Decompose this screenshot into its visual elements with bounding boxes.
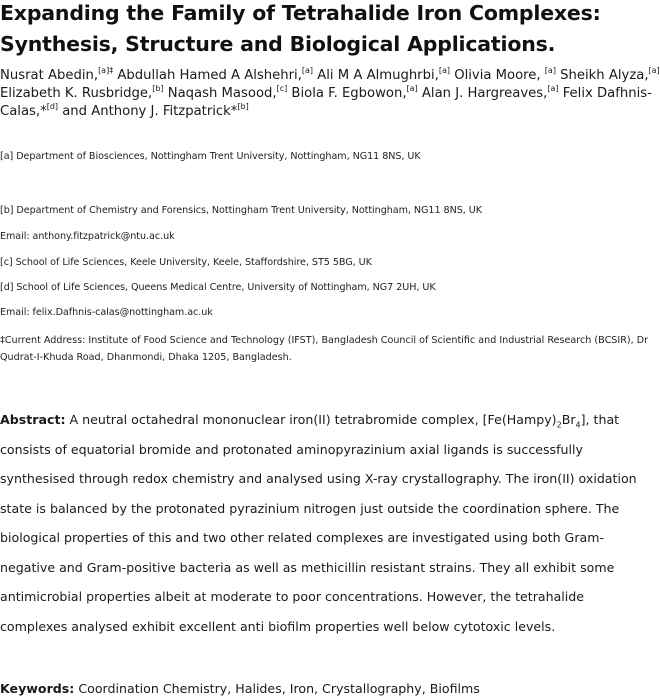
author-list (0, 65, 660, 121)
keywords-label: Keywords: (0, 681, 75, 696)
author-affiliation: [a] (438, 65, 450, 75)
affiliation-text: Department of Biosciences, Nottingham Trent University, Nottingham, NG11 8NS, UK (13, 151, 421, 162)
title-line-2: Synthesis, Structure and Biological Applications. (0, 32, 556, 56)
author-name: Nusrat Abedin, (0, 68, 99, 83)
keywords-text: Coordination Chemistry, Halides, Iron, Crystallography, Biofilms (74, 681, 480, 696)
affiliation-text: School of Life Sciences, Queens Medical Centre, University of Nottingham, NG7 2UH, UK (13, 282, 436, 293)
author-affiliation: [a] (648, 65, 660, 75)
author-affiliation: [b] (152, 83, 164, 93)
author-name: Alan J. Hargreaves, (417, 86, 548, 101)
author-affiliation: [d] (46, 101, 59, 111)
author-line-3 (0, 103, 636, 121)
title-line-1: Expanding the Family of Tetrahalide Iron Complexes: (0, 1, 601, 25)
abstract-label: Abstract: (0, 412, 66, 427)
author-name: Olivia Moore, (450, 68, 545, 83)
abstract-text: ], that (580, 412, 620, 427)
current-address (0, 332, 649, 366)
author-affiliation: [a]‡ (98, 65, 114, 75)
affiliation-marker: [b] (0, 205, 14, 216)
abstract-line-8: complexes analysed exhibit excellent anti biofilm properties well below cytotoxic levels. (0, 618, 556, 634)
email-dafhnis-calas: Email: felix.Dafhnis-calas@nottingham.ac.uk (0, 307, 213, 318)
abstract-text: A neutral octahedral mononuclear iron(II) tetrabromide complex, [Fe(Hampy) (65, 412, 557, 427)
affiliation-marker: [c] (0, 257, 13, 268)
affiliation-marker: [d] (0, 282, 14, 293)
author-line-1 (0, 65, 660, 85)
abstract-line-3: synthesised through redox chemistry and analysed using X-ray crystallography. The iron(II) oxidation (0, 471, 637, 486)
affiliation-c (0, 256, 372, 269)
abstract-line-1 (0, 405, 638, 435)
author-name: and Anthony J. Fitzpatrick* (58, 104, 238, 119)
affiliation-text: School of Life Sciences, Keele University, Keele, Staffordshire, ST5 5BG, UK (12, 257, 372, 268)
abstract-line-2: consists of equatorial bromide and protonated aminopyrazinium axial ligands is successfully (0, 441, 583, 457)
abstract-text: Br (561, 412, 576, 427)
author-name: Felix Dafhnis- (558, 86, 652, 101)
author-name: Elizabeth K. Rusbridge, (0, 86, 153, 101)
author-affiliation: [a] (301, 65, 314, 75)
author-affiliation: [c] (276, 83, 288, 93)
abstract-line-7: antimicrobial properties albeit at moderate to poor concentrations. However, the tetrahalide (0, 589, 585, 604)
affiliation-text: Department of Chemistry and Forensics, Nottingham Trent University, Nottingham, NG11 8NS, UK (13, 205, 482, 216)
abstract (0, 405, 638, 641)
current-address-line-1: ‡Current Address: Institute of Food Science and Technology (IFST), Bangladesh Council of Scientific and Industrial Research (BCSIR), Dr (0, 335, 649, 346)
affiliation-a (0, 150, 421, 163)
abstract-line-5: biological properties of this and two other related complexes are investigated using both Gram- (0, 530, 605, 545)
affiliation-marker: [a] (0, 151, 14, 162)
author-affiliation: [a] (544, 65, 556, 75)
email-fitzpatrick: Email: anthony.fitzpatrick@ntu.ac.uk (0, 231, 175, 242)
affiliation-d (0, 281, 436, 294)
author-name: Ali M A Almughrbi, (313, 68, 439, 83)
author-affiliation: [b] (237, 101, 249, 111)
author-name: Abdullah Hamed A Alshehri, (113, 68, 302, 83)
affiliation-b (0, 204, 482, 217)
abstract-line-4: state is balanced by the protonated pyrazinium nitrogen just outside the coordination sphere. The (0, 500, 620, 516)
formula-subscript: 2 (556, 420, 562, 430)
author-name: Naqash Masood, (163, 86, 277, 101)
author-affiliation: [a] (406, 83, 418, 93)
keywords (0, 680, 480, 698)
paper-title (0, 0, 630, 60)
author-affiliation: [a] (547, 83, 559, 93)
current-address-line-2: Qudrat-I-Khuda Road, Dhanmondi, Dhaka 1205, Bangladesh. (0, 352, 292, 363)
author-line-2 (0, 83, 652, 103)
formula-subscript: 4 (575, 420, 581, 430)
author-name: Sheikh Alyza, (555, 68, 649, 83)
author-name: Biola F. Egbowon, (287, 86, 407, 101)
author-name: Calas,* (0, 104, 47, 119)
abstract-line-6: negative and Gram-positive bacteria as well as methicillin resistant strains. They all exhibit some (0, 559, 615, 575)
